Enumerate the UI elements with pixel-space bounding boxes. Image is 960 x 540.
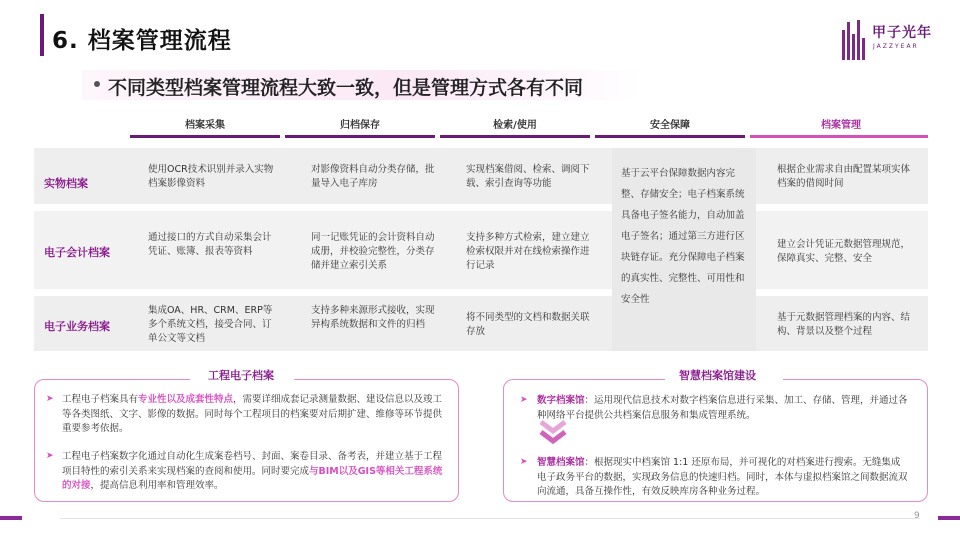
table-cell: 使用OCR技术识别并录入实物档案影像资料 bbox=[148, 164, 274, 189]
logo-name-en: JAZZYEAR bbox=[873, 43, 919, 50]
row-label: 电子会计档案 bbox=[44, 246, 110, 259]
table-cell: 将不同类型的文档和数据关联存放 bbox=[466, 312, 590, 337]
arrow-bullet-icon: ➤ bbox=[46, 394, 54, 404]
bullet-icon bbox=[94, 81, 100, 87]
arrow-bullet-icon: ➤ bbox=[520, 395, 528, 405]
column-header: 档案管理 bbox=[821, 120, 861, 131]
highlight-text: 与BIM以及GIS等相关工程系统的对接 bbox=[62, 465, 443, 491]
text: ：运用现代信息技术对数字档案信息进行采集、加工、存储、管理，并通过各种网络平台提供公共档案信息服务和集成管理系统。 bbox=[537, 395, 908, 421]
smart-paragraph-2 bbox=[537, 456, 909, 500]
table-cell: 建立会计凭证元数据管理规范，保障真实、完整、安全 bbox=[777, 239, 911, 264]
title-accent-bar bbox=[40, 14, 44, 56]
text: ：根据现实中档案馆 1:1 还原布局，并可视化的对档案进行搜索。无缝集成电子政务平台的数据，实现政务信息的快速归档。同时，本体与虚拟档案馆之间数据流双向流通，具备互操作性，有效反映库房各种业务过程。 bbox=[537, 457, 908, 497]
arrow-bullet-icon: ➤ bbox=[46, 451, 54, 461]
security-cell: 基于云平台保障数据内容完整、存储安全；电子档案系统具备电子签名能力，自动加盖电子签名；通过第三方进行区块链存证。充分保障电子档案的真实性、完整性、可用性和安全性 bbox=[621, 168, 745, 305]
table-cell: 基于元数据管理档案的内容、结构、背景以及整个过程 bbox=[777, 312, 911, 337]
box-title: 工程电子档案 bbox=[208, 369, 274, 382]
column-header: 档案采集 bbox=[185, 120, 225, 131]
footer-divider bbox=[60, 518, 920, 519]
page-number: 9 bbox=[914, 511, 920, 521]
column-header-line bbox=[130, 135, 280, 138]
arrow-bullet-icon: ➤ bbox=[520, 457, 528, 467]
column-header: 归档保存 bbox=[340, 120, 380, 131]
column-header-line bbox=[440, 135, 590, 138]
table-cell: 集成OA、HR、CRM、ERP等多个系统文档，接受合同、订单公文等文档 bbox=[148, 305, 273, 344]
table-cell: 通过接口的方式自动采集会计凭证、账簿、报表等资料 bbox=[148, 232, 272, 257]
row-label: 实物档案 bbox=[44, 177, 88, 190]
text: ，需要详细成套记录测量数据、建设信息以及竣工等各类图纸、文字、影像的数据。同时每个工程项目的档案要对后期扩建、维修等环节提供重要参考依据。 bbox=[62, 394, 443, 434]
logo-bars-icon bbox=[842, 20, 868, 60]
box-title: 智慧档案馆建设 bbox=[679, 369, 756, 382]
label-text: 智慧档案馆 bbox=[537, 457, 585, 468]
row-label: 电子业务档案 bbox=[44, 320, 110, 333]
table-cell: 实现档案借阅、检索、调阅下载、索引查询等功能 bbox=[466, 164, 590, 189]
subtitle: 不同类型档案管理流程大致一致，但是管理方式各有不同 bbox=[108, 77, 584, 99]
table-cell: 根据企业需求自由配置某项实体档案的借阅时间 bbox=[777, 164, 911, 189]
logo-name-cn: 甲子光年 bbox=[872, 25, 932, 41]
brand-logo bbox=[842, 20, 932, 62]
smart-paragraph-1 bbox=[537, 394, 909, 423]
label-text: 数字档案馆 bbox=[537, 395, 585, 406]
page-title: 6. 档案管理流程 bbox=[52, 28, 232, 54]
text: 工程电子档案具有 bbox=[62, 394, 139, 405]
footer-accent-left bbox=[0, 516, 22, 520]
engineering-paragraph-1 bbox=[62, 393, 447, 437]
chevron-down-icon bbox=[537, 418, 569, 446]
table-cell: 支持多种来源形式接收，实现异构系统数据和文件的归档 bbox=[311, 305, 435, 330]
column-header: 安全保障 bbox=[650, 120, 690, 131]
text: 工程电子档案数字化通过自动化生成案卷档号、封面、案卷目录、备考表，并建立基于工程项目特性的索引关系来实现档案的查阅和使用。同时要完成 bbox=[62, 451, 443, 477]
footer-accent-right bbox=[938, 516, 960, 520]
table-cell: 对影像资料自动分类存储，批量导入电子库房 bbox=[311, 164, 435, 189]
column-header-line bbox=[750, 135, 928, 138]
highlight-text: 专业性以及成套性特点 bbox=[138, 394, 234, 405]
engineering-paragraph-2 bbox=[62, 450, 447, 494]
column-header-line bbox=[595, 135, 745, 138]
table-cell: 支持多种方式检索，建立建立检索权限并对在线检索操作进行记录 bbox=[466, 232, 590, 271]
table-cell: 同一记账凭证的会计资料自动成册，并校验完整性，分类存储并建立索引关系 bbox=[311, 232, 435, 271]
column-header: 检索/使用 bbox=[493, 120, 537, 131]
text: ，提高信息利用率和管理效率。 bbox=[90, 480, 224, 491]
column-header-line bbox=[285, 135, 435, 138]
